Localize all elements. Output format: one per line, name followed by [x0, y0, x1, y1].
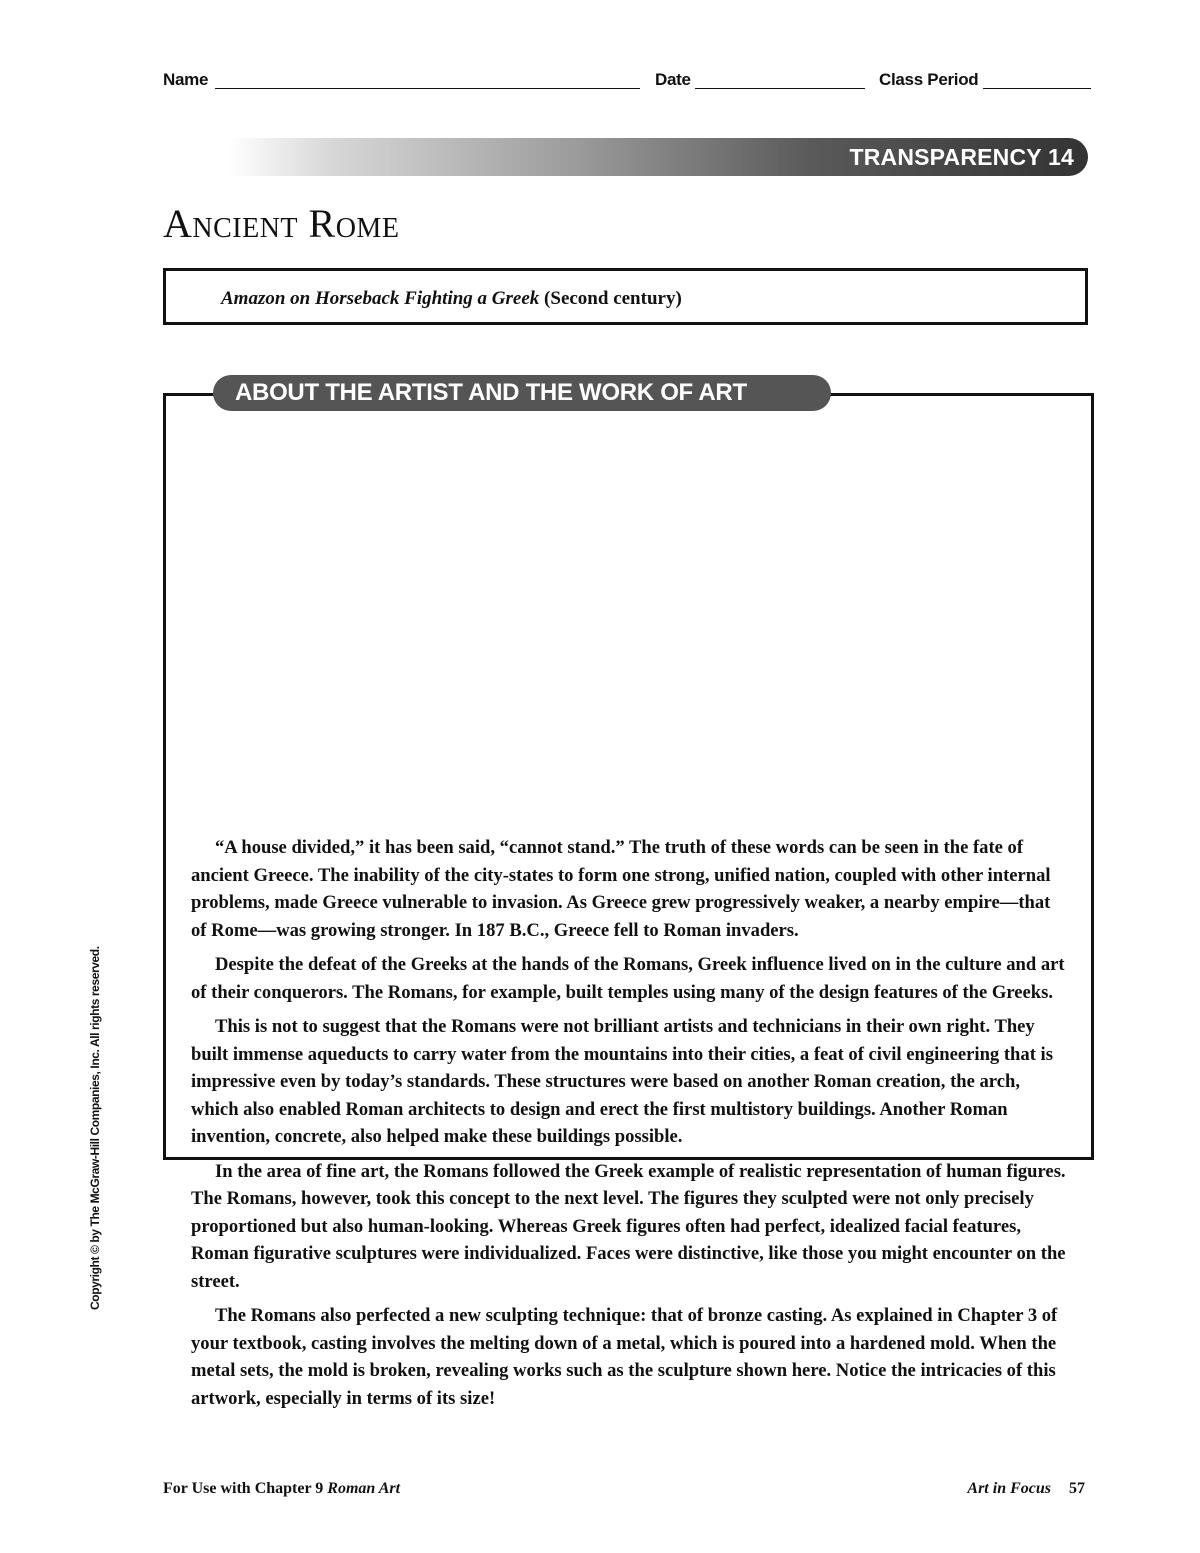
paragraph-1: “A house divided,” it has been said, “cannot stand.” The truth of these words can be seen in the fate of ancient Greece. The inability of the city-states to form one strong, unified nation, coupled with other internal problems, made Greece vulnerable to invasion. As Greece grew progressively weaker, a nearby empire—that of Rome—was growing stronger. In 187 B.C., Greece fell to Roman invaders. — [191, 837, 1051, 941]
artwork-caption — [221, 288, 682, 310]
footer-prefix: For Use with Chapter 9 — [163, 1480, 324, 1497]
transparency-banner — [163, 138, 1088, 176]
paragraph-2: Despite the defeat of the Greeks at the hands of the Romans, Greek influence lived on in the culture and art of their conquerors. The Romans, for example, built temples using many of the design features of the Greeks. — [191, 954, 1065, 1003]
artwork-period: (Second century) — [544, 288, 682, 309]
page-number: 57 — [1069, 1480, 1085, 1497]
footer-book-title: Art in Focus — [967, 1480, 1051, 1497]
name-line — [215, 88, 640, 89]
about-text — [191, 834, 1069, 1419]
date-line — [695, 88, 865, 89]
paragraph-3: This is not to suggest that the Romans were not brilliant artists and technicians in their own right. They built immense aqueducts to carry water from the mountains into their cities, a feat of civil engineering that is impressive even by today’s standards. These structures were based on another Roman creation, the arch, which also enabled Roman architects to design and erect the first multistory buildings. Another Roman invention, concrete, also helped make these buildings possible. — [191, 1016, 1053, 1147]
class-period-line — [983, 88, 1091, 89]
paragraph-4: In the area of fine art, the Romans followed the Greek example of realistic representation of human figures. The Romans, however, took this concept to the next level. The figures they sculpted were not only precisely proportioned but also human-looking. Whereas Greek figures often had perfect, idealized facial features, Roman figurative sculptures were individualized. Faces were distinctive, like those you might encounter on the street. — [191, 1160, 1066, 1292]
paragraph-5: The Romans also perfected a new sculpting technique: that of bronze casting. As explained in Chapter 3 of your textbook, casting involves the melting down of a metal, which is poured into a hardened mold. When the metal sets, the mold is broken, revealing works such as the sculpture shown here. Notice the intricacies of this artwork, especially in terms of its size! — [191, 1305, 1058, 1409]
name-label: Name — [163, 70, 209, 89]
copyright-notice: Copyright © by The McGraw-Hill Companies, Inc. All rights reserved. — [88, 946, 102, 1310]
page-title: Ancient Rome — [163, 201, 400, 246]
footer-chapter-title: Roman Art — [327, 1480, 401, 1497]
caption-box — [163, 268, 1088, 325]
header-fields — [163, 66, 1093, 94]
footer-book — [967, 1480, 1085, 1498]
date-label: Date — [655, 70, 691, 89]
footer-chapter — [163, 1480, 400, 1498]
artwork-title: Amazon on Horseback Fighting a Greek — [221, 288, 540, 309]
about-heading: ABOUT THE ARTIST AND THE WORK OF ART — [213, 375, 831, 411]
class-period-label: Class Period — [879, 70, 979, 89]
banner-text: TRANSPARENCY 14 — [849, 144, 1074, 170]
about-box — [163, 393, 1094, 1409]
